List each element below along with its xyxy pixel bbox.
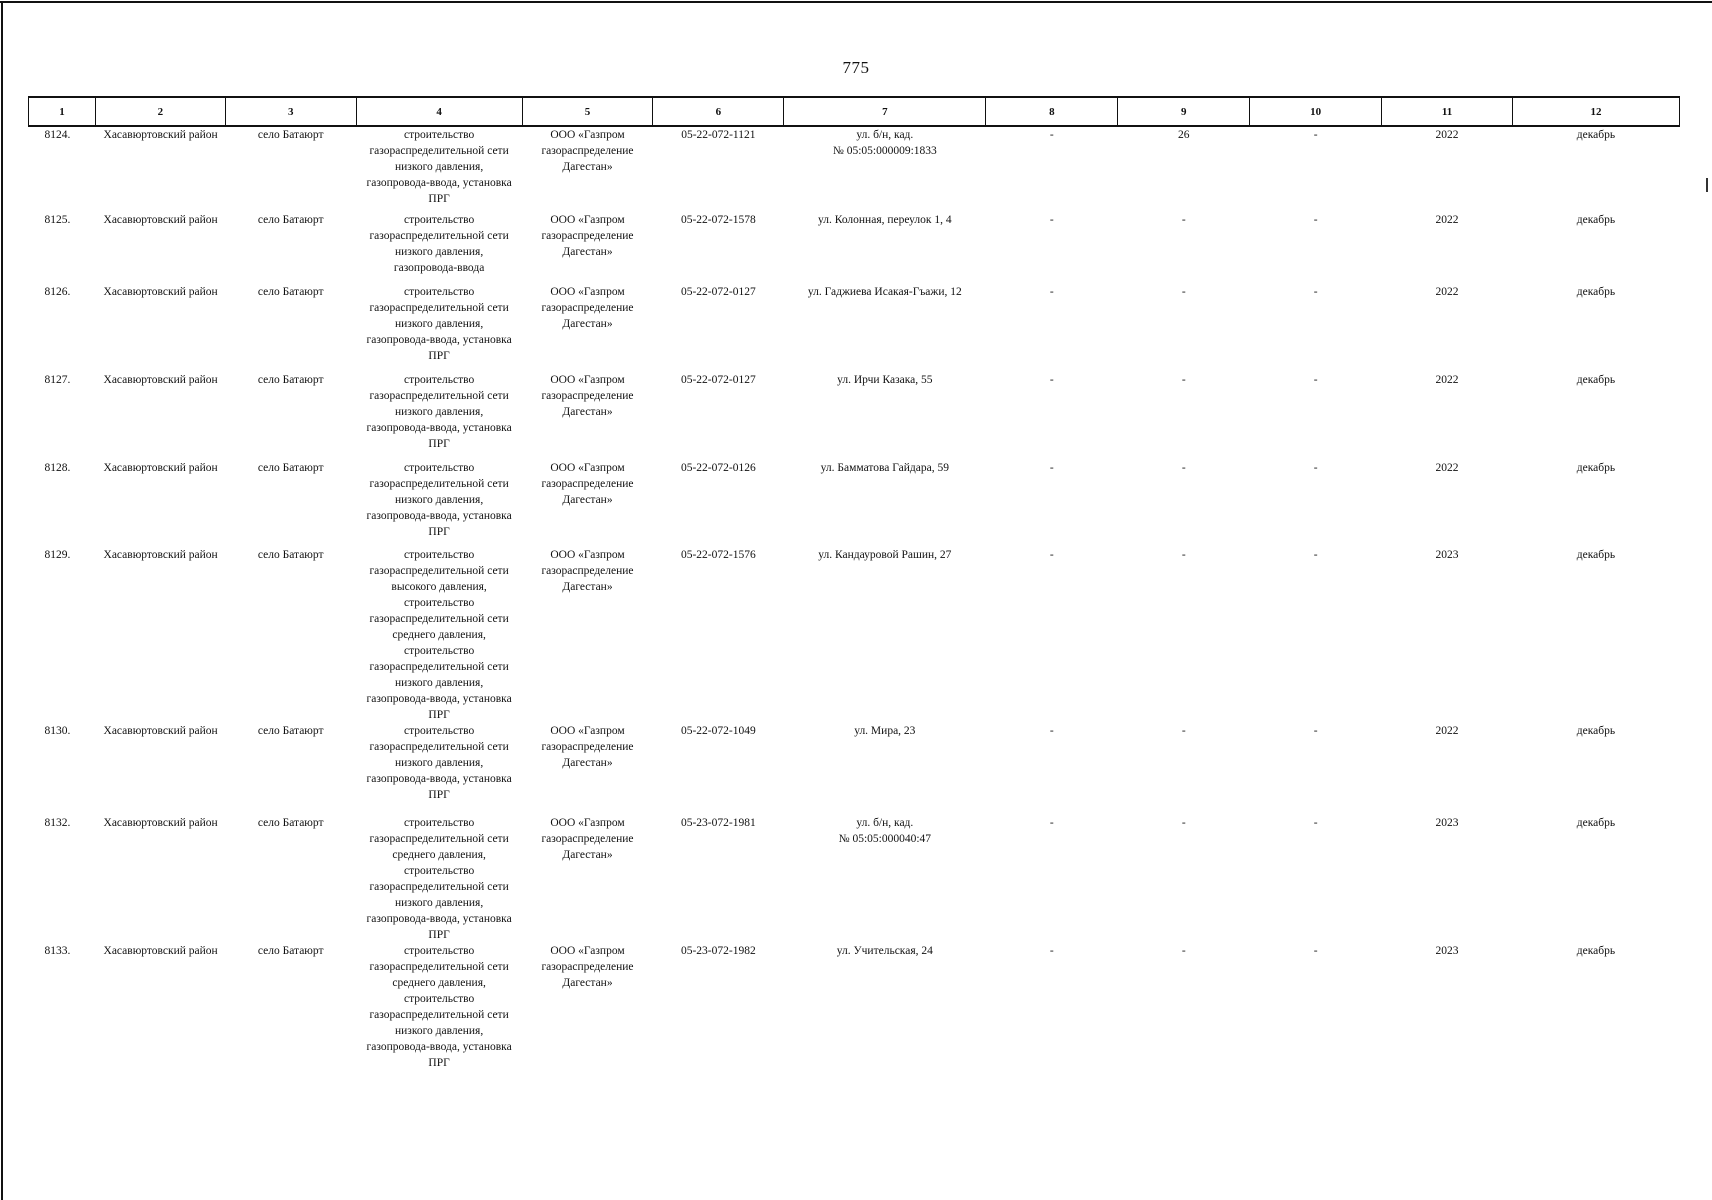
month-cell: декабрь: [1576, 286, 1616, 298]
col9-cell: -: [1181, 549, 1186, 561]
month-cell: декабрь: [1576, 462, 1616, 474]
organization-cell-line: Дагестан»: [562, 849, 613, 861]
work-description-line: газопровода-ввода, установка: [366, 334, 512, 346]
organization-cell-line: Дагестан»: [562, 406, 613, 418]
organization-cell-line: Дагестан»: [562, 494, 613, 506]
organization-cell-line: Дагестан»: [562, 581, 613, 593]
district-cell: Хасавюртовский район: [103, 129, 218, 141]
month-cell: декабрь: [1576, 549, 1616, 561]
work-description-line: газораспределительной сети: [369, 390, 509, 402]
month-cell: декабрь: [1576, 817, 1616, 829]
locality-cell: село Батаюрт: [257, 725, 324, 737]
row-number: 8128.: [44, 462, 71, 474]
district-cell: Хасавюртовский район: [103, 214, 218, 226]
work-description: [356, 372, 522, 460]
table-row: [29, 212, 1680, 284]
address-cell: [784, 723, 986, 815]
header-cell: 2: [96, 97, 226, 126]
header-cell: 5: [522, 97, 653, 126]
locality-cell: село Батаюрт: [257, 129, 324, 141]
table-row: [29, 723, 1680, 815]
year-cell: 2022: [1435, 725, 1459, 737]
organization-cell-line: ООО «Газпром: [550, 214, 625, 226]
year-cell: 2022: [1435, 129, 1459, 141]
col8-cell: -: [1049, 725, 1054, 737]
address-cell-line: ул. Ирчи Казака, 55: [837, 374, 933, 386]
organization-cell-line: газораспределение: [541, 961, 634, 973]
row-number: 8127.: [44, 374, 71, 386]
organization-cell-line: ООО «Газпром: [550, 129, 625, 141]
code-cell: 05-22-072-1576: [680, 549, 756, 561]
work-description-line: газопровода-ввода, установка: [366, 510, 512, 522]
organization-cell-line: Дагестан»: [562, 161, 613, 173]
organization-cell-line: газораспределение: [541, 565, 634, 577]
row-number: 8126.: [44, 286, 71, 298]
col8-cell: -: [1049, 549, 1054, 561]
organization-cell-line: ООО «Газпром: [550, 286, 625, 298]
col10-cell: -: [1313, 462, 1318, 474]
row-number: 8130.: [44, 725, 71, 737]
work-description-line: газораспределительной сети: [369, 613, 509, 625]
header-cell: 12: [1512, 97, 1679, 126]
work-description: [356, 815, 522, 943]
work-description-line: среднего давления,: [392, 849, 486, 861]
address-cell-line: ул. Кандауровой Рашин, 27: [818, 549, 952, 561]
organization-cell: [522, 943, 653, 1075]
district-cell: Хасавюртовский район: [103, 725, 218, 737]
organization-cell: [522, 212, 653, 284]
work-description-line: высокого давления,: [391, 581, 487, 593]
header-cell: 8: [986, 97, 1118, 126]
year-cell: 2022: [1435, 286, 1459, 298]
table-row: [29, 943, 1680, 1075]
col10-cell: -: [1313, 945, 1318, 957]
address-cell: [784, 943, 986, 1075]
organization-cell: [522, 460, 653, 547]
organization-cell-line: ООО «Газпром: [550, 945, 625, 957]
col10-cell: -: [1313, 286, 1318, 298]
col9-cell: -: [1181, 725, 1186, 737]
locality-cell: село Батаюрт: [257, 286, 324, 298]
col9-cell: -: [1181, 286, 1186, 298]
work-description: [356, 212, 522, 284]
organization-cell-line: газораспределение: [541, 302, 634, 314]
locality-cell: село Батаюрт: [257, 817, 324, 829]
work-description-line: строительство: [403, 645, 475, 657]
col8-cell: -: [1049, 945, 1054, 957]
address-cell-line: ул. б/н, кад.: [856, 129, 914, 141]
district-cell: Хасавюртовский район: [103, 945, 218, 957]
code-cell: 05-22-072-1049: [680, 725, 756, 737]
work-description-line: газораспределительной сети: [369, 661, 509, 673]
table-row: [29, 372, 1680, 460]
work-description-line: газораспределительной сети: [369, 881, 509, 893]
organization-cell: [522, 372, 653, 460]
work-description-line: строительство: [403, 374, 475, 386]
work-description: [356, 460, 522, 547]
work-description-line: ПРГ: [428, 193, 450, 205]
month-cell: декабрь: [1576, 945, 1616, 957]
work-description: [356, 284, 522, 372]
work-description-line: газопровода-ввода, установка: [366, 177, 512, 189]
organization-cell-line: ООО «Газпром: [550, 549, 625, 561]
work-description-line: строительство: [403, 865, 475, 877]
page-number: 775: [842, 58, 870, 77]
organization-cell-line: ООО «Газпром: [550, 725, 625, 737]
table-row: [29, 460, 1680, 547]
year-cell: 2023: [1435, 817, 1459, 829]
year-cell: 2022: [1435, 462, 1459, 474]
col10-cell: -: [1313, 725, 1318, 737]
work-description-line: среднего давления,: [392, 977, 486, 989]
scan-border-top: [0, 1, 1712, 3]
work-description-line: строительство: [403, 286, 475, 298]
organization-cell-line: газораспределение: [541, 833, 634, 845]
row-number: 8124.: [44, 129, 71, 141]
table-row: [29, 126, 1680, 212]
col10-cell: -: [1313, 214, 1318, 226]
work-description-line: строительство: [403, 597, 475, 609]
work-description-line: газораспределительной сети: [369, 833, 509, 845]
work-description-line: строительство: [403, 462, 475, 474]
organization-cell-line: газораспределение: [541, 478, 634, 490]
work-description-line: низкого давления,: [395, 161, 484, 173]
month-cell: декабрь: [1576, 725, 1616, 737]
work-description-line: ПРГ: [428, 929, 450, 941]
col9-cell: -: [1181, 214, 1186, 226]
table-row: [29, 284, 1680, 372]
work-description-line: ПРГ: [428, 526, 450, 538]
work-description-line: ПРГ: [428, 1057, 450, 1069]
work-description: [356, 723, 522, 815]
work-description-line: газораспределительной сети: [369, 302, 509, 314]
work-description-line: газораспределительной сети: [369, 1009, 509, 1021]
year-cell: 2022: [1435, 214, 1459, 226]
organization-cell-line: Дагестан»: [562, 246, 613, 258]
work-description-line: газораспределительной сети: [369, 145, 509, 157]
scan-mark: [1706, 178, 1708, 192]
work-description: [356, 547, 522, 723]
month-cell: декабрь: [1576, 374, 1616, 386]
header-cell: 11: [1382, 97, 1513, 126]
work-description-line: низкого давления,: [395, 246, 484, 258]
organization-cell-line: ООО «Газпром: [550, 817, 625, 829]
work-description-line: газораспределительной сети: [369, 741, 509, 753]
organization-cell-line: Дагестан»: [562, 318, 613, 330]
work-description-line: ПРГ: [428, 709, 450, 721]
locality-cell: село Батаюрт: [257, 214, 324, 226]
work-description-line: низкого давления,: [395, 494, 484, 506]
work-description: [356, 943, 522, 1075]
month-cell: декабрь: [1576, 129, 1616, 141]
address-cell: [784, 212, 986, 284]
address-cell-line: ул. Мира, 23: [854, 725, 916, 737]
work-description-line: строительство: [403, 945, 475, 957]
address-cell: [784, 815, 986, 943]
organization-cell: [522, 815, 653, 943]
work-description-line: газопровода-ввода, установка: [366, 422, 512, 434]
table-body: [29, 126, 1680, 1075]
organization-cell-line: газораспределение: [541, 741, 634, 753]
address-cell: [784, 284, 986, 372]
register-table: [28, 96, 1680, 1075]
address-cell: [784, 372, 986, 460]
work-description-line: газопровода-ввода, установка: [366, 693, 512, 705]
code-cell: 05-22-072-1578: [680, 214, 756, 226]
work-description-line: строительство: [403, 993, 475, 1005]
header-cell: 4: [356, 97, 522, 126]
work-description-line: ПРГ: [428, 350, 450, 362]
organization-cell: [522, 284, 653, 372]
year-cell: 2022: [1435, 374, 1459, 386]
col9-cell: 26: [1177, 129, 1190, 141]
locality-cell: село Батаюрт: [257, 374, 324, 386]
organization-cell-line: газораспределение: [541, 230, 634, 242]
work-description-line: низкого давления,: [395, 1025, 484, 1037]
code-cell: 05-23-072-1982: [680, 945, 756, 957]
work-description-line: низкого давления,: [395, 757, 484, 769]
col10-cell: -: [1313, 374, 1318, 386]
work-description-line: строительство: [403, 817, 475, 829]
col8-cell: -: [1049, 214, 1054, 226]
header-cell: 3: [225, 97, 356, 126]
header-cell: 1: [29, 97, 96, 126]
organization-cell: [522, 547, 653, 723]
col9-cell: -: [1181, 945, 1186, 957]
col10-cell: -: [1313, 549, 1318, 561]
work-description-line: газопровода-ввода, установка: [366, 1041, 512, 1053]
organization-cell: [522, 126, 653, 212]
code-cell: 05-22-072-1121: [681, 129, 756, 141]
work-description-line: газораспределительной сети: [369, 478, 509, 490]
work-description-line: низкого давления,: [395, 406, 484, 418]
organization-cell-line: Дагестан»: [562, 977, 613, 989]
work-description-line: ПРГ: [428, 789, 450, 801]
header-cell: 10: [1250, 97, 1382, 126]
code-cell: 05-22-072-0127: [680, 374, 756, 386]
address-cell-line: ул. б/н, кад.: [856, 817, 914, 829]
locality-cell: село Батаюрт: [257, 462, 324, 474]
table-row: [29, 815, 1680, 943]
header-row: [29, 97, 1680, 126]
year-cell: 2023: [1435, 549, 1459, 561]
row-number: 8125.: [44, 214, 71, 226]
work-description-line: газопровода-ввода, установка: [366, 773, 512, 785]
work-description-line: строительство: [403, 214, 475, 226]
work-description-line: газораспределительной сети: [369, 230, 509, 242]
work-description-line: низкого давления,: [395, 677, 484, 689]
organization-cell-line: газораспределение: [541, 145, 634, 157]
year-cell: 2023: [1435, 945, 1459, 957]
row-number: 8132.: [44, 817, 71, 829]
address-cell: [784, 547, 986, 723]
work-description-line: строительство: [403, 549, 475, 561]
work-description-line: низкого давления,: [395, 318, 484, 330]
district-cell: Хасавюртовский район: [103, 549, 218, 561]
row-number: 8133.: [44, 945, 71, 957]
col8-cell: -: [1049, 462, 1054, 474]
col10-cell: -: [1313, 129, 1318, 141]
address-cell: [784, 460, 986, 547]
work-description-line: среднего давления,: [392, 629, 486, 641]
address-cell-line: № 05:05:000040:47: [838, 833, 932, 845]
code-cell: 05-22-072-0126: [680, 462, 756, 474]
col10-cell: -: [1313, 817, 1318, 829]
organization-cell: [522, 723, 653, 815]
work-description: [356, 126, 522, 212]
col8-cell: -: [1049, 286, 1054, 298]
work-description-line: газораспределительной сети: [369, 961, 509, 973]
organization-cell-line: ООО «Газпром: [550, 374, 625, 386]
code-cell: 05-22-072-0127: [680, 286, 756, 298]
address-cell-line: ул. Бамматова Гайдара, 59: [820, 462, 949, 474]
table-row: [29, 547, 1680, 723]
work-description-line: газопровода-ввода, установка: [366, 913, 512, 925]
organization-cell-line: Дагестан»: [562, 757, 613, 769]
row-number: 8129.: [44, 549, 71, 561]
work-description-line: ПРГ: [428, 438, 450, 450]
organization-cell-line: газораспределение: [541, 390, 634, 402]
work-description-line: низкого давления,: [395, 897, 484, 909]
col8-cell: -: [1049, 129, 1054, 141]
header-cell: 7: [784, 97, 986, 126]
organization-cell-line: ООО «Газпром: [550, 462, 625, 474]
work-description-line: строительство: [403, 129, 475, 141]
district-cell: Хасавюртовский район: [103, 286, 218, 298]
address-cell: [784, 126, 986, 212]
col8-cell: -: [1049, 374, 1054, 386]
locality-cell: село Батаюрт: [257, 945, 324, 957]
header-cell: 9: [1118, 97, 1250, 126]
scan-border-left: [1, 1, 3, 1200]
address-cell-line: ул. Гаджиева Исакая-Гъажи, 12: [807, 286, 962, 298]
district-cell: Хасавюртовский район: [103, 374, 218, 386]
header-cell: 6: [653, 97, 784, 126]
locality-cell: село Батаюрт: [257, 549, 324, 561]
work-description-line: газопровода-ввода: [393, 262, 485, 274]
work-description-line: строительство: [403, 725, 475, 737]
district-cell: Хасавюртовский район: [103, 817, 218, 829]
col9-cell: -: [1181, 462, 1186, 474]
col9-cell: -: [1181, 817, 1186, 829]
col8-cell: -: [1049, 817, 1054, 829]
col9-cell: -: [1181, 374, 1186, 386]
work-description-line: газораспределительной сети: [369, 565, 509, 577]
address-cell-line: ул. Учительская, 24: [836, 945, 933, 957]
address-cell-line: № 05:05:000009:1833: [832, 145, 937, 157]
district-cell: Хасавюртовский район: [103, 462, 218, 474]
month-cell: декабрь: [1576, 214, 1616, 226]
code-cell: 05-23-072-1981: [680, 817, 756, 829]
address-cell-line: ул. Колонная, переулок 1, 4: [817, 214, 952, 226]
